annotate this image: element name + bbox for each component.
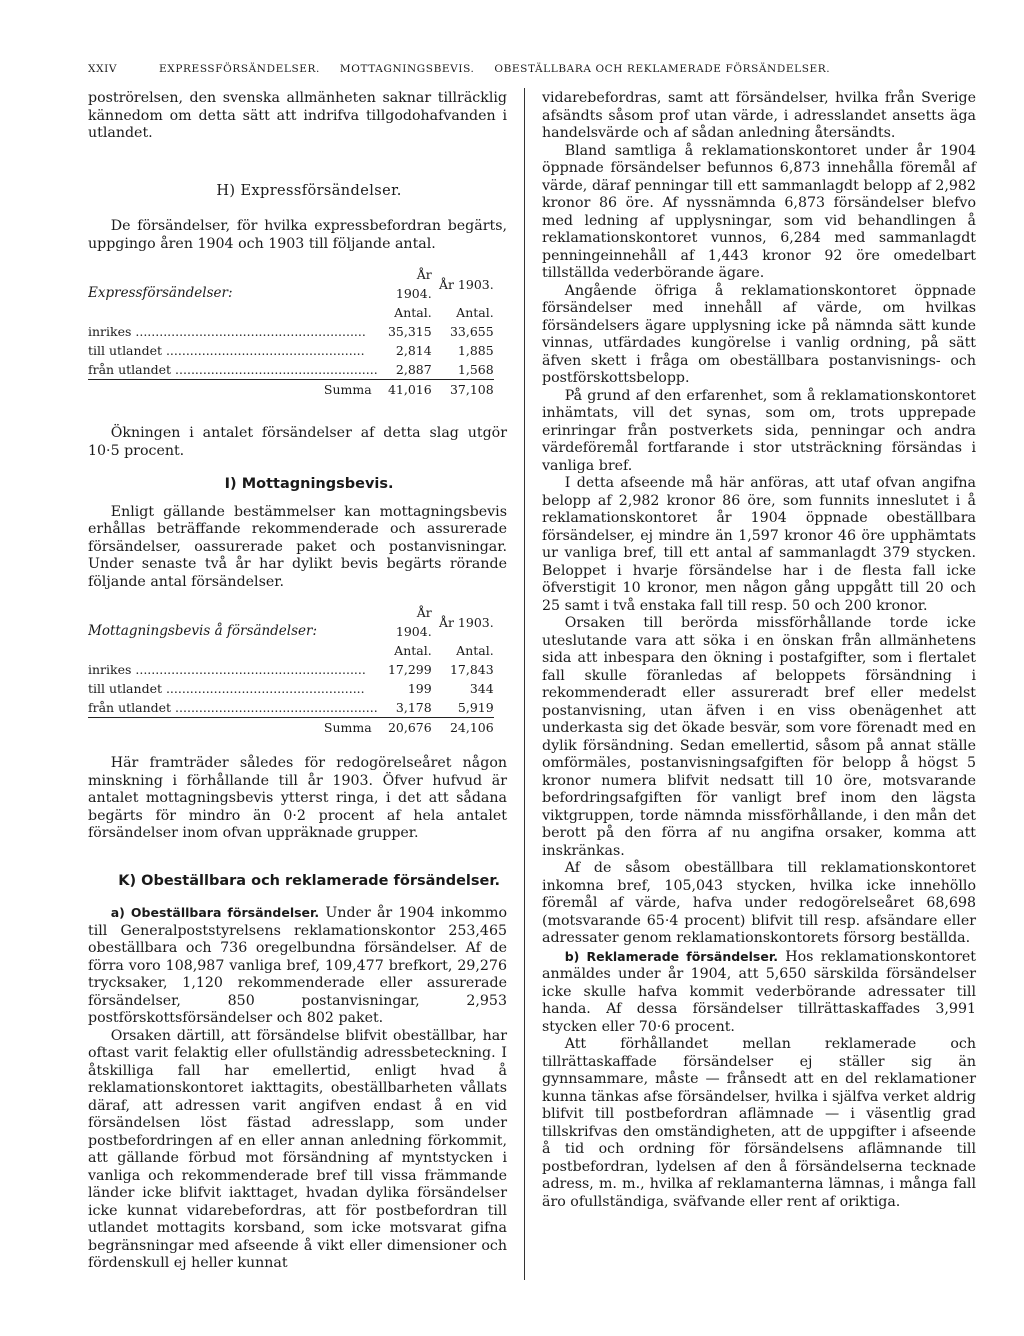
table-row <box>88 322 494 341</box>
right-paragraph-1: vidarebefordras, samt att försändelser, hvilka från Sverige afsändts såsom prof utan värde, i adresslandet ansetts äga handelsvärde och af sådan anledning återsändts. <box>542 90 976 141</box>
running-title-2: MOTTAGNINGSBEVIS. <box>339 63 475 75</box>
section-k-paragraph-2: Orsaken därtill, att försändelse blifvit obeställbar, har oftast varit felaktig eller ofullständig adressbeteckning. I åtskilliga fall har emellertid, enligt hvad å reklamationskontoret iakttagits, obeställbarheten vållats däraf, att adressen varit angifven endast å en vid försändelsen löst fästad adresslapp, som under postbefordringen af en eller annan anledning förkommit, att gällande förbud mot försändning af myntstycken i vanliga och rekommenderade bref till vissa främmande länder icke blifvit iakttaget, hvadan dylika försändelser icke kunnat vidarebefordras, att för postbefordran till utlandet mottagits korsband, som icke motsvarat gifna begränsningar med afseende å vikt eller dimensioner och fördenskull ej heller kunnat <box>88 1027 507 1271</box>
right-paragraph-7: Af de såsom obeställbara till reklamationskontoret inkomna bref, 105,043 stycken, hvilka icke innehöllo föremål af värde, hafva under redogörelseåret 68,698 (motsvarande 65·4 procent) blifvit till resp. afsändare eller adressater genom reklamationskontorets försorg beställda. <box>542 860 976 946</box>
row-value-1904: 2,814 <box>395 343 432 358</box>
sum-value-1904: 20,676 <box>378 718 432 738</box>
row-value-1903: 5,919 <box>457 700 494 715</box>
table-row <box>88 341 494 360</box>
row-label: till utlandet .................................................. <box>88 681 365 696</box>
row-value-1904: 17,299 <box>387 662 432 677</box>
receipt-table <box>88 603 494 737</box>
page-number: XXIV <box>88 63 118 75</box>
section-k-title: K) Obeställbara och reklamerade försändelser. <box>118 872 500 889</box>
right-paragraph-5: I detta afseende må här anföras, att utaf ofvan angifna belopp af 2,982 kronor 86 öre, som funnits inneslutet i å reklamationskontoret år 1904 öppnade obeställbara försändelser, ej mindre än 1,597 kronor 46 öre upphämtats ur vanliga bref, till ett antal af sammanlagdt 379 stycken. Beloppet i hvarje försändelse har i de flesta fall icke öfverstigit 10 kronor, men någon gång uppgått till 20 och 25 samt i två enstaka fall till resp. 50 och 200 kronor. <box>542 475 976 614</box>
right-text-8: Hos reklamationskontoret anmäldes under år 1904, att 5,650 särskilda försändelser icke skulle hafva kommit vederbörande adressater till handa. Af dessa försändelser tillrättaskaffades 3,991 stycken eller 70·6 procent. <box>542 948 976 1035</box>
sum-label: Summa <box>88 380 378 400</box>
receipt-col2-unit: Antal. <box>456 643 494 658</box>
row-value-1903: 344 <box>469 681 494 696</box>
right-paragraph-6: Orsaken till berörda missförhållande torde icke uteslutande vara att söka i en önskan från allmänhetens sida att inbespara den ökning i postafgifter, som i flertalet fall skulle föranledas af beloppets försändning i rekommenderadt eller assureradt bref eller medelst postanvisning, utan äfven i en viss obenägenhet att underkasta sig det ökade besvär, som vore förenadt med en dylik försändning. Sedan emellertid, såsom på annat ställe omförmäles, postanvisningsafgiften för belopp å högst 5 kronor numera blifvit nedsatt till 10 öre, motsvarande befordringsafgiften för vanligt bref inom den lägsta viktgruppen, torde nämnda missförhållande, i den mån det berott på den förra af nu angifna orsaker, komma att inskränkas. <box>542 615 976 859</box>
right-paragraph-4: På grund af den erfarenhet, som å reklamationskontoret inhämtats, vill det synas, som om, trots upprepade erinringar från postverkets sida, penningar och andra värdeföremål fortfarande i stor utsträckning försändas i vanliga bref. <box>542 387 976 474</box>
section-h-paragraph: De försändelser, för hvilka expressbefordran begärts, uppgingo åren 1904 och 1903 till följande antal. <box>88 218 507 252</box>
row-value-1903: 1,568 <box>457 362 494 377</box>
section-i-after: Här framträder således för redogörelseåret någon minskning i förhållande till år 1903. Öfver hufvud är antalet mottagningsbevis ytterst ringa, i det att sådana begärts för mindro än 0·2 procent af hela antalet försändelser inom ofvan uppräknade grupper. <box>88 755 507 841</box>
receipt-col1-unit: Antal. <box>394 643 432 658</box>
express-col2-year: År 1903. <box>438 276 494 292</box>
right-paragraph-2: Bland samtliga å reklamationskontoret under år 1904 öppnade försändelser befunnos 6,873 innehålla föremål af värde, däraf penningar till ett sammanlagdt belopp af 2,982 kronor 86 öre. Af nyssnämnda 6,873 försändelser blefvo med ledning af upplysningar, som vid behandlingen å reklamationskontoret vunnos, 6,284 med sammanlagdt penningeinnehåll af 1,443 kronor 92 öre omedelbart tillställda vederbörande ägare. <box>542 142 976 281</box>
express-col1-year: År 1904. <box>395 267 432 301</box>
row-label: inrikes .......................................................... <box>88 662 366 677</box>
intro-paragraph: poströrelsen, den svenska allmänheten saknar tillräcklig kännedom om detta sätt att indrifva tillgodohafvanden i utlandet. <box>88 90 507 141</box>
running-title-3: OBESTÄLLBARA OCH REKLAMERADE FÖRSÄNDELSER. <box>494 63 831 75</box>
row-label: inrikes .......................................................... <box>88 324 366 339</box>
row-value-1903: 1,885 <box>457 343 494 358</box>
row-label: till utlandet .................................................. <box>88 343 365 358</box>
row-value-1904: 3,178 <box>395 700 432 715</box>
row-value-1904: 199 <box>407 681 432 696</box>
table-row <box>88 698 494 718</box>
express-table <box>88 265 494 399</box>
section-k-sub-a: a) Obeställbara försändelser. <box>110 905 320 920</box>
express-col2-unit: Antal. <box>456 305 494 320</box>
receipt-col2-year: År 1903. <box>438 614 494 630</box>
section-k-text-1: Under år 1904 inkommo till Generalpoststyrelsens reklamationskontor 253,465 obeställbara och 736 oregelbundna försändelser. Af de förra voro 108,987 vanliga bref, 109,477 brefkort, 29,276 trycksaker, 1,120 rekommenderade eller assurerade försändelser, 850 postanvisningar, 2,953 postförskottsförsändelser och 802 paket. <box>88 905 507 1026</box>
running-title-1: EXPRESSFÖRSÄNDELSER. <box>159 63 320 75</box>
receipt-table-caption: Mottagningsbevis å försändelser: <box>88 623 318 639</box>
section-k-paragraph-1 <box>88 904 507 1028</box>
left-column <box>88 90 507 1273</box>
express-col1-unit: Antal. <box>394 305 432 320</box>
section-h-after: Ökningen i antalet försändelser af detta slag utgör 10·5 procent. <box>88 425 507 459</box>
sum-value-1903: 24,106 <box>432 718 494 738</box>
row-label: från utlandet ................................................... <box>88 362 378 377</box>
table-row <box>88 660 494 679</box>
section-i-title: I) Mottagningsbevis. <box>224 476 394 492</box>
column-divider <box>524 88 525 1280</box>
sum-value-1903: 37,108 <box>432 380 494 400</box>
section-k-sub-b: b) Reklamerade försändelser. <box>564 948 778 964</box>
table-row <box>88 360 494 380</box>
running-header <box>88 62 938 76</box>
sum-row <box>88 718 494 738</box>
right-column <box>542 90 976 1211</box>
section-i-paragraph: Enligt gällande bestämmelser kan mottagningsbevis erhållas beträffande rekommenderade och assurerade försändelser, oassurerade paket och postanvisningar. Under senaste två år har dylikt bevis begärts rörande följande antal försändelser. <box>88 503 507 590</box>
sum-row <box>88 380 494 400</box>
right-paragraph-3: Angående öfriga å reklamationskontoret öppnade försändelser med innehåll af värde, om hvilkas försändelsers ägare upplysning icke på nämnda sätt kunde vinnas, utfärdades kungörelse i vanlig ordning, på sätt äfven skett i fråga om obeställbara postanvisnings- och postförskottsbelopp. <box>542 282 976 386</box>
table-row <box>88 679 494 698</box>
sum-label: Summa <box>88 718 378 738</box>
receipt-col1-year: År 1904. <box>395 605 432 639</box>
right-paragraph-8 <box>542 948 976 1037</box>
row-value-1903: 33,655 <box>449 324 494 339</box>
row-value-1904: 35,315 <box>387 324 432 339</box>
right-paragraph-9: Att förhållandet mellan reklamerade och tillrättaskaffade försändelser ej ställer sig än gynnsammare, måste — frånsedt att en del reklamationer kunna tänkas afse försändelser, hvilka i själfva verket aldrig blifvit till postbefordran aflämnade — i väsentlig grad tillskrifvas den omständigheten, att de uppgifter i afseende å tid och ordning för försändelsens aflämnande till postbefordran, lydelsen af den å försändelserna tecknade adress, m. m., hvilka af reklamanterna lämnas, i många fall äro ofullständiga, sväfvande eller rent af oriktiga. <box>542 1036 976 1210</box>
row-value-1903: 17,843 <box>449 662 494 677</box>
express-table-caption: Expressförsändelser: <box>88 285 233 301</box>
row-value-1904: 2,887 <box>395 362 432 377</box>
section-h-title: H) Expressförsändelser. <box>216 182 402 199</box>
row-label: från utlandet ................................................... <box>88 700 378 715</box>
sum-value-1904: 41,016 <box>378 380 432 400</box>
